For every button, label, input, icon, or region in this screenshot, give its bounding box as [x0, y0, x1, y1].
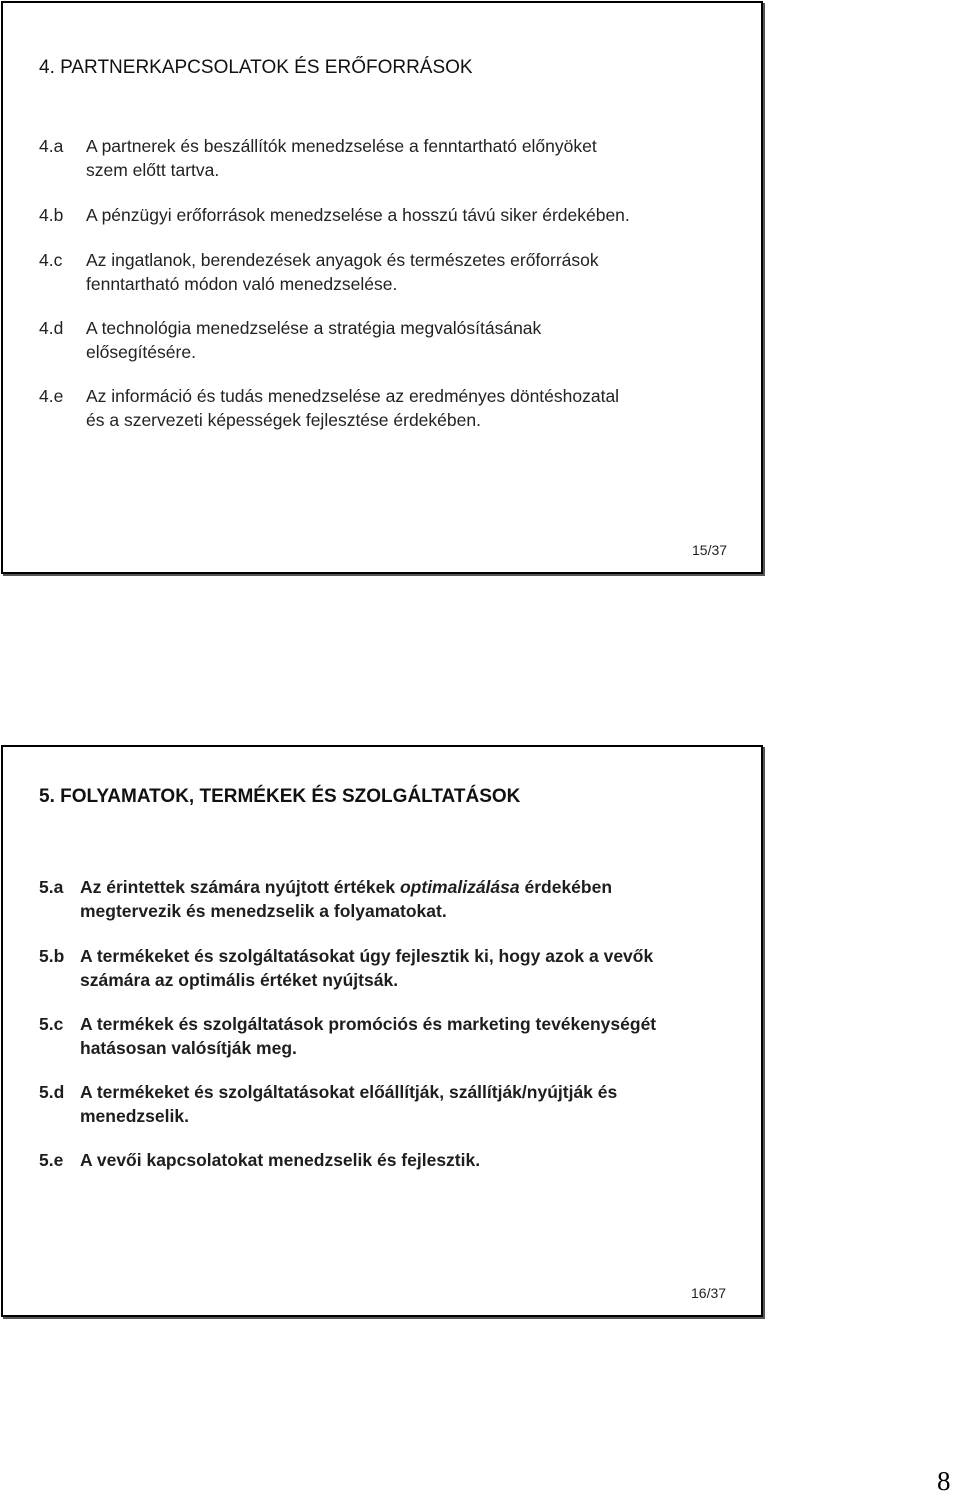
item-number: 4.e — [39, 386, 64, 406]
item-text-line: és a szervezeti képességek fejlesztése érdekében. — [86, 410, 481, 430]
document-page-number: 8 — [937, 1466, 951, 1496]
slide-page-number: 15/37 — [692, 542, 728, 558]
item-number: 4.a — [39, 136, 64, 156]
item-number: 4.c — [39, 250, 63, 270]
item-text-line: A termékek és szolgáltatások promóciós és marketing tevékenységét — [80, 1014, 657, 1034]
item-text-line: A vevői kapcsolatokat menedzselik és fejlesztik. — [80, 1150, 481, 1170]
item-number: 5.d — [39, 1082, 65, 1102]
item-number: 4.b — [39, 205, 64, 225]
item-text-line: számára az optimális értéket nyújtsák. — [80, 970, 399, 990]
item-number: 5.a — [39, 877, 64, 897]
item-text-line: elősegítésére. — [86, 342, 196, 362]
item-text-line: hatásosan valósítják meg. — [80, 1038, 297, 1058]
item-text-segment: Az érintettek számára nyújtott értékek — [80, 877, 400, 897]
item-text-line — [80, 875, 612, 899]
item-text-line: A technológia menedzselése a stratégia megvalósításának — [86, 318, 542, 338]
item-number: 5.b — [39, 946, 65, 966]
item-text-line: Az információ és tudás menedzselése az eredményes döntéshozatal — [86, 386, 620, 406]
slide-title: 5. FOLYAMATOK, TERMÉKEK ÉS SZOLGÁLTATÁSOK — [39, 786, 521, 807]
item-text-line: fenntartható módon való menedzselése. — [86, 274, 398, 294]
slide-title: 4. PARTNERKAPCSOLATOK ÉS ERŐFORRÁSOK — [39, 57, 473, 78]
slide-page-number: 16/37 — [691, 1285, 727, 1301]
item-number: 5.e — [39, 1150, 64, 1170]
item-text-line: menedzselik. — [80, 1106, 189, 1126]
item-text-line: A termékeket és szolgáltatásokat úgy fejlesztik ki, hogy azok a vevők — [80, 946, 654, 966]
item-text-line: A termékeket és szolgáltatásokat előállítják, szállítják/nyújtják és — [80, 1082, 618, 1102]
item-number: 4.d — [39, 318, 64, 338]
item-text-line: A pénzügyi erőforrások menedzselése a hosszú távú siker érdekében. — [86, 205, 630, 225]
item-text-line: szem előtt tartva. — [86, 160, 220, 180]
item-text-line: megtervezik és menedzselik a folyamatokat. — [80, 901, 447, 921]
item-text-line: A partnerek és beszállítók menedzselése a fenntartható előnyöket — [86, 136, 597, 156]
item-text-segment: érdekében — [519, 877, 613, 897]
item-number: 5.c — [39, 1014, 64, 1034]
slide-16 — [1, 745, 763, 1317]
item-text-line: Az ingatlanok, berendezések anyagok és természetes erőforrások — [86, 250, 599, 270]
slide-15 — [1, 1, 763, 574]
item-text-emphasis: optimalizálása — [399, 877, 520, 897]
